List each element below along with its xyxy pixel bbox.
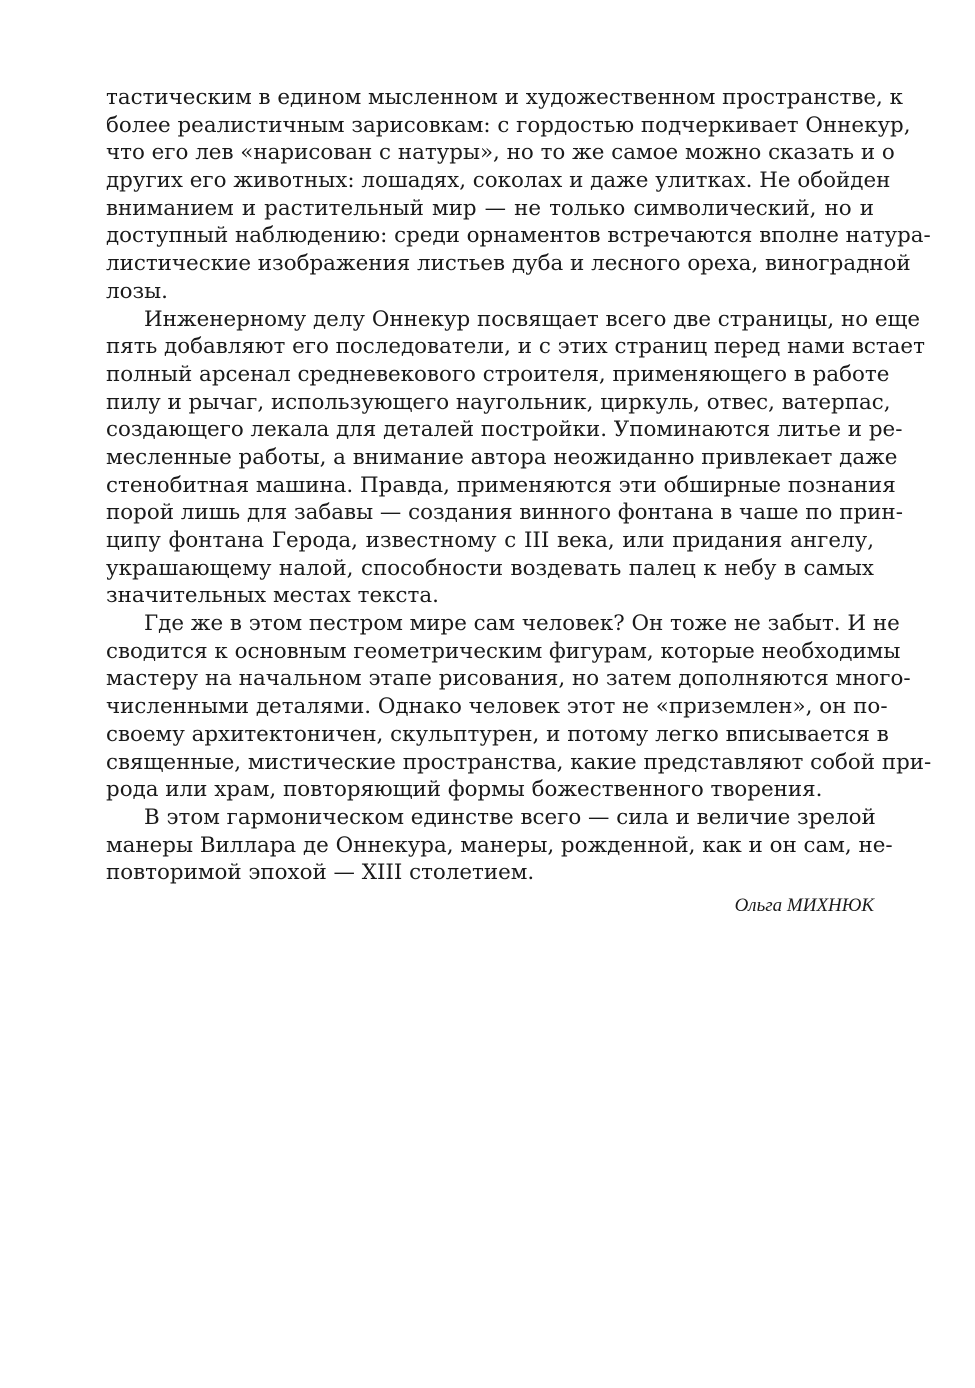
- text-line: вниманием и растительный мир — не только символический, но и: [106, 195, 874, 221]
- text-line: пять добавляют его последователи, и с этих страниц перед нами встает: [106, 334, 925, 360]
- paragraph-4: [106, 804, 893, 887]
- text-line: создающего лекала для деталей постройки. Упоминаются литье и ре-: [106, 417, 903, 443]
- text-line: что его лев «нарисован с натуры», но то же самое можно сказать и о: [106, 140, 895, 166]
- text-line: В этом гармоническом единстве всего — сила и величие зрелой: [144, 804, 876, 830]
- author-signature: Ольга МИХНЮК: [734, 894, 874, 916]
- text-line: других его животных: лошадях, соколах и даже улитках. Не обойден: [106, 168, 891, 194]
- text-line: Инженерному делу Оннекур посвящает всего две страницы, но еще: [144, 306, 921, 332]
- text-line: стенобитная машина. Правда, применяются эти обширные познания: [106, 472, 896, 498]
- text-line: пилу и рычаг, использующего наугольник, циркуль, отвес, ватерпас,: [106, 389, 891, 415]
- page-content: [106, 84, 932, 919]
- text-line: манеры Виллара де Оннекура, манеры, рожденной, как и он сам, не-: [106, 832, 893, 858]
- text-line: ципу фонтана Герода, известному с III века, или придания ангелу,: [106, 528, 874, 553]
- text-line: численными деталями. Однако человек этот не «приземлен», он по-: [106, 694, 888, 720]
- text-line: священные, мистические пространства, какие представляют собой при-: [106, 749, 932, 775]
- text-line: повторимой эпохой — XIII столетием.: [106, 860, 535, 886]
- text-line: более реалистичным зарисовкам: с гордостью подчеркивает Оннекур,: [106, 112, 911, 138]
- text-line: полный арсенал средневекового строителя, применяющего в работе: [106, 361, 890, 387]
- text-line: украшающему налой, способности воздевать палец к небу в самых: [106, 555, 874, 581]
- paragraph-1: [106, 84, 931, 306]
- text-line: рода или храм, повторяющий формы божественного творения.: [106, 777, 823, 803]
- text-line: тастическим в едином мысленном и художественном пространстве, к: [106, 85, 903, 110]
- paragraph-2: [106, 306, 925, 611]
- text-line: листические изображения листьев дуба и лесного ореха, виноградной: [106, 251, 911, 277]
- text-line: месленные работы, а внимание автора неожиданно привлекает даже: [106, 444, 898, 470]
- text-line: своему архитектоничен, скульптурен, и потому легко вписывается в: [106, 721, 889, 747]
- text-line: мастеру на начальном этапе рисования, но затем дополняются много-: [106, 666, 911, 692]
- text-line: порой лишь для забавы — создания винного фонтана в чаше по прин-: [106, 500, 903, 526]
- text-line: значительных местах текста.: [106, 583, 439, 609]
- paragraph-3: [106, 610, 932, 804]
- text-line: лозы.: [106, 278, 168, 304]
- text-line: доступный наблюдению: среди орнаментов встречаются вполне натура-: [106, 223, 931, 249]
- text-line: Где же в этом пестром мире сам человек? Он тоже не забыт. И не: [144, 611, 900, 637]
- text-line: сводится к основным геометрическим фигурам, которые необходимы: [106, 638, 901, 664]
